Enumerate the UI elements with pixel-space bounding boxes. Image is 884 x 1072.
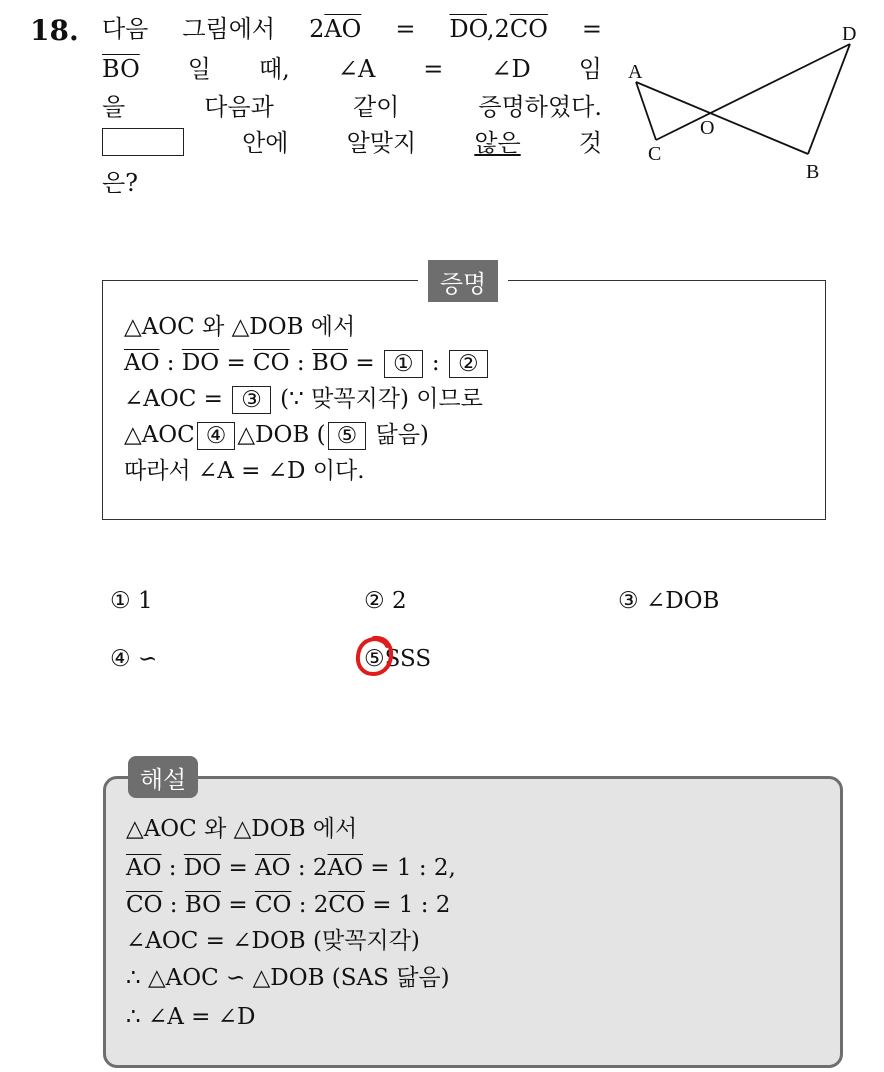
label-d: D — [842, 23, 857, 45]
proof-line-4: △AOC ④ △DOB ( ⑤ 닮음) — [124, 422, 429, 449]
explanation-line-2: $\overline{AO}$ : $\overline{DO} = \overline{AO}$ : $2\overline{AO} = 1$ : 2, — [126, 855, 456, 881]
question-line-4 — [102, 128, 602, 158]
blank-2: ② — [449, 350, 488, 378]
word: 은? — [102, 169, 139, 197]
word: 때, — [258, 55, 290, 83]
angle-a: ∠A — [337, 55, 376, 83]
proof-line-3: ∠AOC = ③ (∵ 맞꼭지각) 이므로 — [124, 386, 483, 413]
question-line-2 — [102, 54, 602, 84]
choice-4[interactable]: ④ ∽ — [110, 646, 158, 672]
proof-line-2: $\overline{AO}$ : $\overline{DO} = \overline{CO}$ : $\overline{BO}$ = ① : ② — [124, 348, 490, 378]
word: 증명하였다. — [478, 93, 602, 121]
word: 것 — [578, 129, 602, 157]
label-c: C — [648, 143, 662, 165]
equals: = — [581, 15, 602, 43]
geometry-figure — [620, 20, 870, 190]
word: 같이 — [352, 93, 400, 121]
question-line-1 — [102, 14, 602, 44]
word: 알맞지 — [346, 129, 417, 157]
word: 을 — [102, 93, 126, 121]
question-line-3 — [102, 92, 602, 122]
blank-box — [102, 128, 184, 156]
label-b: B — [806, 161, 820, 183]
label-o: O — [700, 117, 715, 139]
explanation-line-6: ∴ ∠A = ∠D — [126, 1004, 256, 1030]
blank-5: ⑤ — [328, 422, 367, 450]
explanation-label: 해설 — [128, 756, 198, 798]
word: 일 — [187, 55, 211, 83]
label-a: A — [628, 61, 643, 83]
blank-4: ④ — [197, 422, 236, 450]
segment-bo: $\overline{BO}$ — [102, 55, 140, 83]
segment-db — [808, 44, 850, 154]
answer-circle-mark — [352, 632, 396, 680]
math-expr: $\overline{DO},2\overline{CO}$ — [449, 15, 548, 43]
math-expr: $2\overline{AO}$ — [309, 15, 362, 43]
explanation-line-1: △AOC 와 △DOB 에서 — [126, 816, 358, 842]
word: 그림에서 — [182, 15, 276, 43]
question-line-5 — [102, 168, 602, 198]
segment-ab — [636, 82, 808, 154]
choice-5[interactable]: ⑤SSS — [364, 646, 432, 672]
blank-1: ① — [384, 350, 423, 378]
underlined-word: 않은 — [474, 129, 521, 157]
equals: = — [395, 15, 416, 43]
proof-line-1: △AOC 와 △DOB 에서 — [124, 314, 356, 340]
explanation-line-3: $\overline{CO}$ : $\overline{BO} = \overline{CO}$ : $2\overline{CO} = 1$ : 2 — [126, 892, 451, 918]
segment-ac — [636, 82, 656, 140]
proof-label: 증명 — [418, 260, 508, 302]
equals: = — [423, 55, 444, 83]
angle-d: ∠D — [491, 55, 531, 83]
word: 다음과 — [204, 93, 274, 121]
explanation-line-5: ∴ △AOC ∽ △DOB (SAS 닮음) — [126, 965, 450, 991]
word: 안에 — [242, 129, 289, 157]
segment-cd — [656, 44, 850, 140]
blank-3: ③ — [232, 386, 271, 414]
choice-3[interactable]: ③ ∠DOB — [618, 588, 720, 614]
word: 임 — [578, 55, 602, 83]
choice-1[interactable]: ① 1 — [110, 588, 153, 614]
word: 다음 — [102, 15, 149, 43]
explanation-line-4: ∠AOC = ∠DOB (맞꼭지각) — [126, 928, 420, 954]
question-number: 18. — [30, 14, 79, 47]
proof-line-5: 따라서 ∠A = ∠D 이다. — [124, 458, 365, 484]
choice-2[interactable]: ② 2 — [364, 588, 407, 614]
